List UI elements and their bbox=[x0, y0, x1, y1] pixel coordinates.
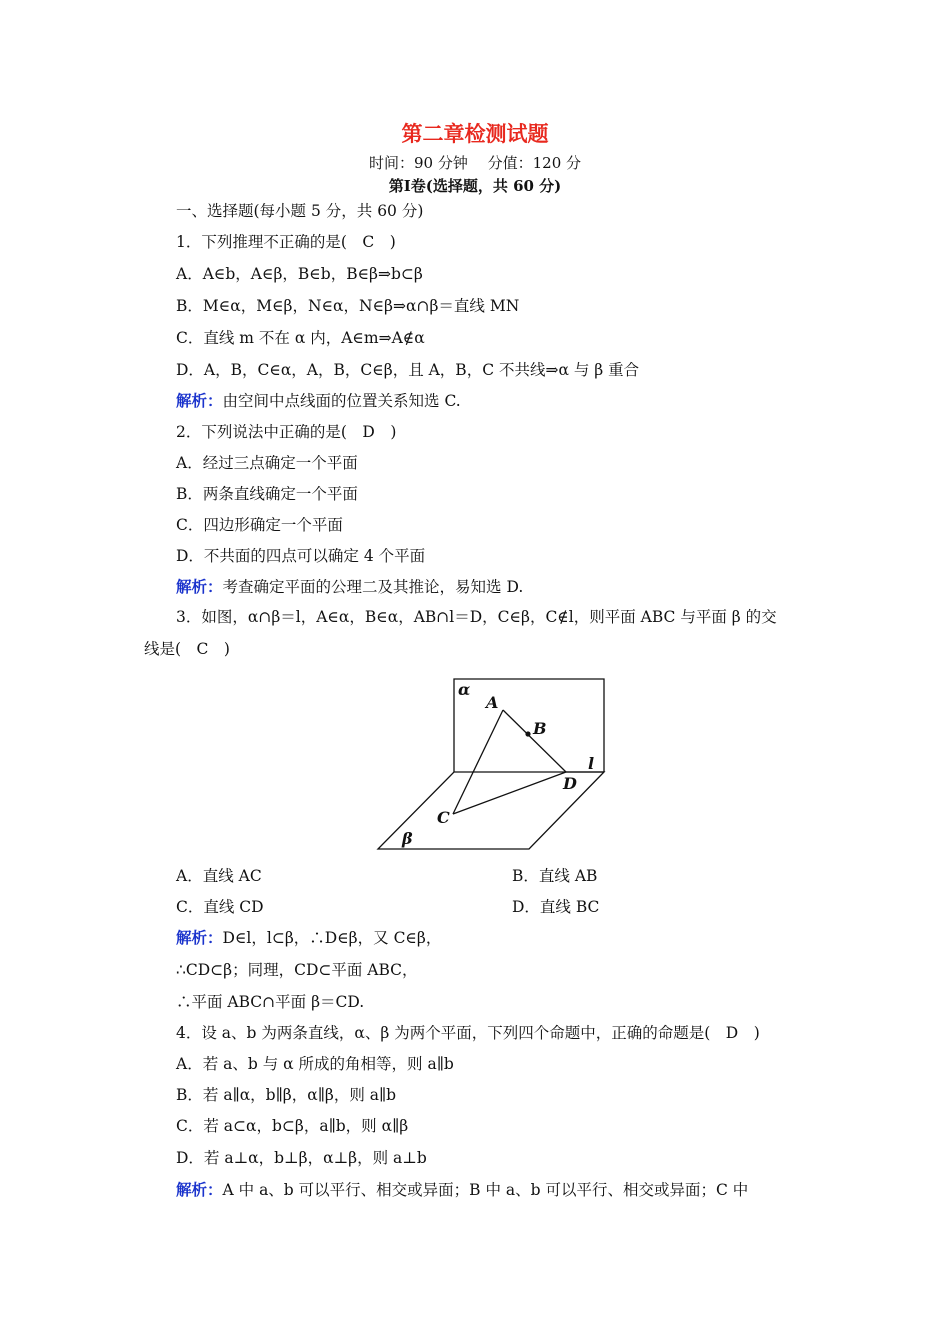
label-beta: β bbox=[402, 829, 413, 848]
q4-option-a: A．若 a、b 与 α 所成的角相等，则 a∥b bbox=[176, 1055, 454, 1073]
analysis-label: 解析： bbox=[176, 1180, 223, 1199]
label-alpha: α bbox=[458, 680, 471, 699]
part-heading: 第Ⅰ卷(选择题，共 60 分) bbox=[388, 177, 562, 195]
analysis-text: A 中 a、b 可以平行、相交或异面；B 中 a、b 可以平行、相交或异面；C 中 bbox=[222, 1181, 749, 1199]
q1-option-a: A．A∈b，A∈β，B∈b，B∈β⇒b⊂β bbox=[176, 265, 423, 283]
analysis-label: 解析： bbox=[176, 577, 223, 596]
analysis-text: 由空间中点线面的位置关系知选 C. bbox=[222, 392, 461, 410]
label-b: B bbox=[533, 719, 547, 738]
q1-analysis bbox=[176, 390, 461, 412]
q2-option-c: C．四边形确定一个平面 bbox=[176, 516, 343, 534]
q1-stem: 1．下列推理不正确的是( C ) bbox=[176, 233, 396, 251]
page-title: 第二章检测试题 bbox=[401, 121, 549, 146]
q4-stem: 4．设 a、b 为两条直线，α、β 为两个平面，下列四个命题中，正确的命题是( D ) bbox=[176, 1024, 760, 1042]
q4-option-b: B．若 a∥α，b∥β，α∥β，则 a∥b bbox=[176, 1086, 397, 1104]
q2-option-b: B．两条直线确定一个平面 bbox=[176, 485, 358, 503]
plane-intersection-figure bbox=[370, 672, 610, 857]
label-d: D bbox=[563, 774, 577, 793]
analysis-text: D∈l，l⊂β，∴D∈β，又 C∈β， bbox=[222, 929, 442, 947]
section-heading: 一、选择题(每小题 5 分，共 60 分) bbox=[176, 202, 424, 220]
q4-option-c: C．若 a⊂α，b⊂β，a∥b，则 α∥β bbox=[176, 1117, 409, 1135]
q2-stem: 2．下列说法中正确的是( D ) bbox=[176, 423, 397, 441]
q4-analysis bbox=[176, 1179, 748, 1201]
analysis-label: 解析： bbox=[176, 928, 223, 947]
q3-option-a: A．直线 AC bbox=[176, 867, 262, 885]
q3-option-c: C．直线 CD bbox=[176, 898, 264, 916]
q3-option-d: D．直线 BC bbox=[512, 898, 600, 916]
analysis-text: 考查确定平面的公理二及其推论，易知选 D. bbox=[222, 578, 524, 596]
q1-option-c: C．直线 m 不在 α 内，A∈m⇒A∉α bbox=[176, 329, 425, 347]
label-c: C bbox=[437, 808, 450, 827]
q3-stem-line2: 线是( C ) bbox=[144, 640, 230, 658]
analysis-label: 解析： bbox=[176, 391, 223, 410]
q2-option-d: D．不共面的四点可以确定 4 个平面 bbox=[176, 547, 426, 565]
q3-analysis-3: ∴平面 ABC∩平面 β＝CD. bbox=[176, 993, 365, 1011]
q3-analysis-1 bbox=[176, 927, 441, 949]
q3-option-b: B．直线 AB bbox=[512, 867, 598, 885]
q2-analysis bbox=[176, 576, 523, 598]
point-b bbox=[525, 731, 530, 736]
q2-option-a: A．经过三点确定一个平面 bbox=[176, 454, 358, 472]
label-l: l bbox=[588, 754, 595, 773]
q3-stem-line1: 3．如图，α∩β＝l，A∈α，B∈α，AB∩l＝D，C∈β，C∉l，则平面 ABC 与平面 β 的交 bbox=[176, 608, 777, 626]
exam-meta: 时间：90 分钟 分值：120 分 bbox=[368, 154, 582, 172]
label-a: A bbox=[486, 693, 499, 712]
q4-option-d: D．若 a⊥α，b⊥β，α⊥β，则 a⊥b bbox=[176, 1149, 427, 1167]
q1-option-b: B．M∈α，M∈β，N∈α，N∈β⇒α∩β＝直线 MN bbox=[176, 297, 520, 315]
q3-analysis-2: ∴CD⊂β；同理，CD⊂平面 ABC， bbox=[176, 961, 418, 979]
q1-option-d: D．A，B，C∈α，A，B，C∈β，且 A，B，C 不共线⇒α 与 β 重合 bbox=[176, 361, 640, 379]
plane-alpha bbox=[454, 679, 604, 772]
